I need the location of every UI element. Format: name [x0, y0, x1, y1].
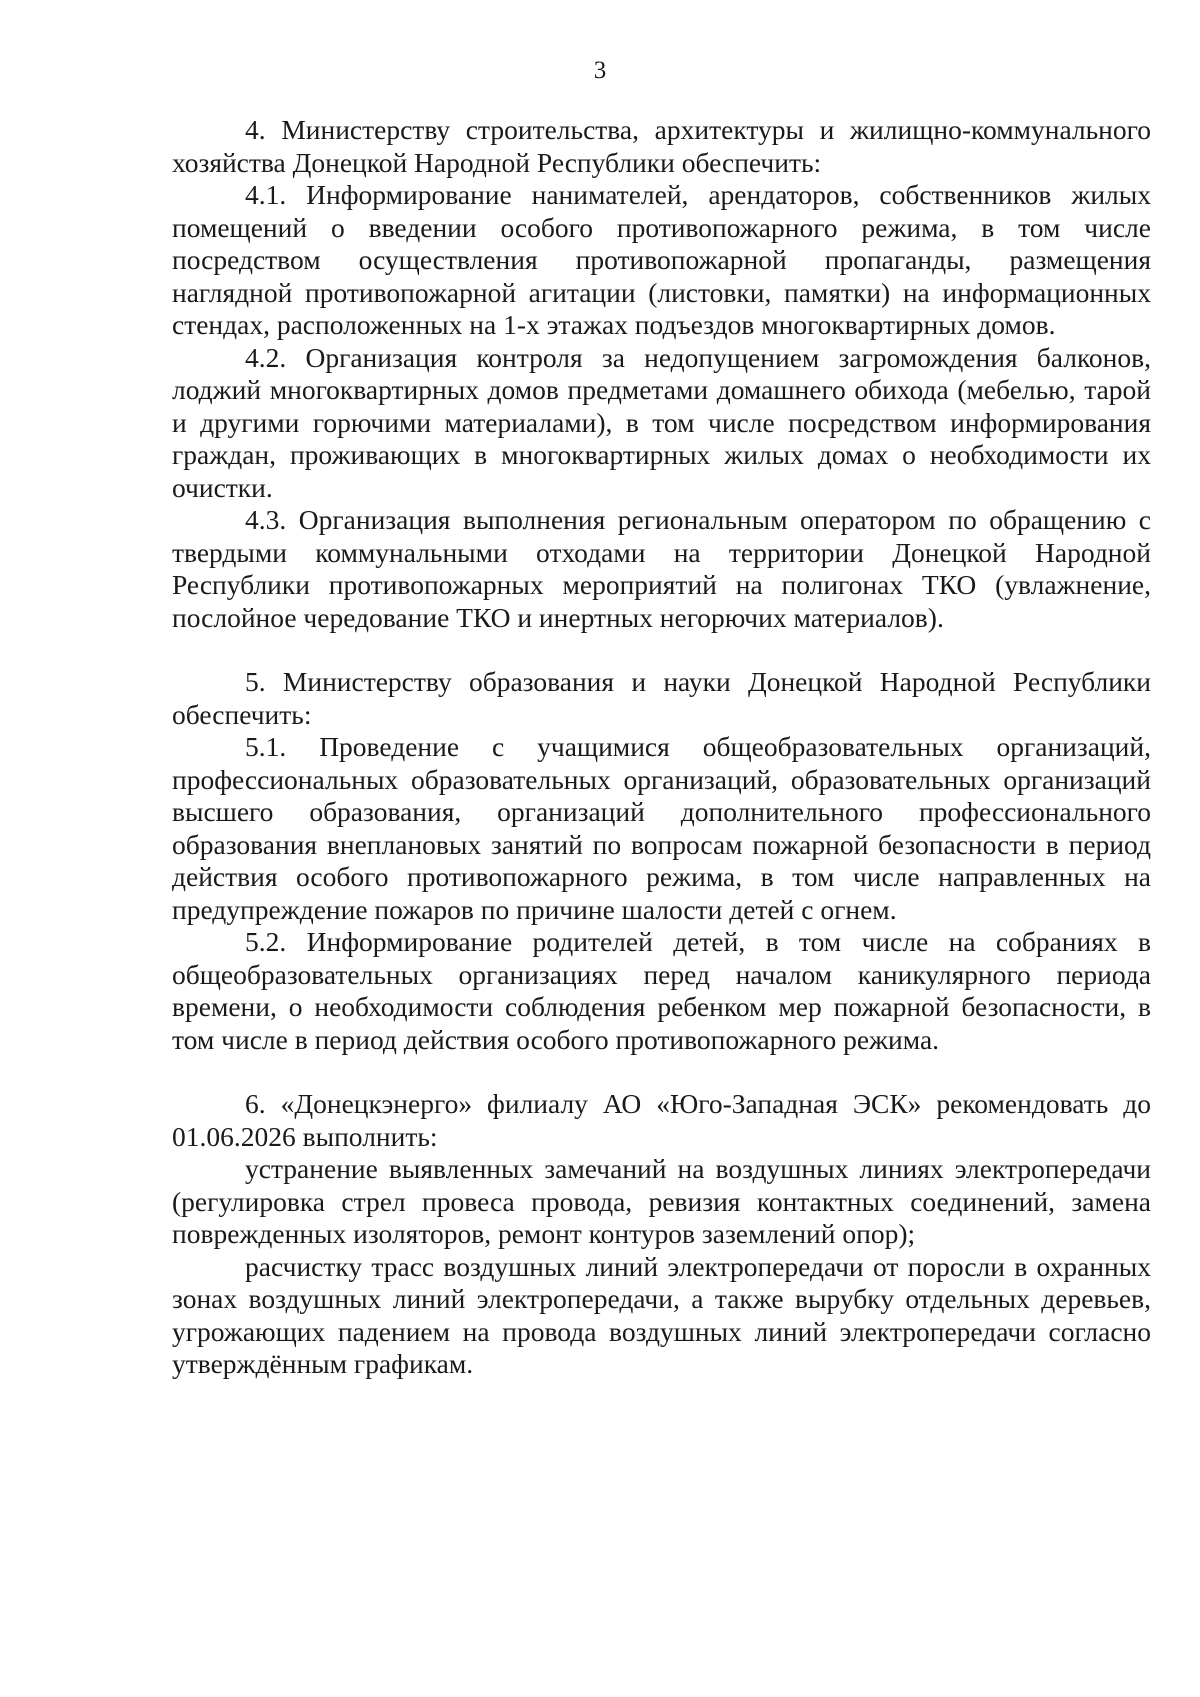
page-number: 3 [593, 57, 607, 84]
paragraph-4-3: 4.3. Организация выполнения региональным оператором по обращению с твердыми коммунальными отходами на территории Донецкой Народной Республики противопожарных мероприятий на полигонах ТКО (увлажнение, послойное чередование ТКО и инертных негорючих материалов). [172, 504, 1151, 633]
paragraph-6-item-2: расчистку трасс воздушных линий электропередачи от поросли в охранных зонах воздушных линий электропередачи, а также вырубку отдельных деревьев, угрожающих падением на провода воздушных линий электропередачи согласно утверждённым графикам. [172, 1250, 1151, 1379]
paragraph-6-item-1: устранение выявленных замечаний на воздушных линиях электропередачи (регулировка стрел провеса провода, ревизия контактных соединений, замена поврежденных изоляторов, ремонт контуров заземлений опор); [172, 1153, 1151, 1249]
paragraph-5-1: 5.1. Проведение с учащимися общеобразовательных организаций, профессиональных образовательных организаций, образовательных организаций высшего образования, организаций дополнительного профессионального образования внеплановых занятий по вопросам пожарной безопасности в период действия особого противопожарного режима, в том числе направленных на предупреждение пожаров по причине шалости детей с огнем. [172, 731, 1151, 925]
paragraph-6-intro: 6. «Донецкэнерго» филиалу АО «Юго-Западная ЭСК» рекомендовать до 01.06.2026 выполнить: [172, 1088, 1151, 1152]
paragraph-4-2: 4.2. Организация контроля за недопущением загромождения балконов, лоджий многоквартирных домов предметами домашнего обихода (мебелью, тарой и другими горючими материалами), в том числе посредством информирования граждан, проживающих в многоквартирных жилых домах о необходимости их очистки. [172, 341, 1151, 503]
document-body [172, 114, 1151, 1381]
section-spacer [172, 634, 1151, 666]
paragraph-4-intro: 4. Министерству строительства, архитектуры и жилищно-коммунального хозяйства Донецкой Народной Республики обеспечить: [172, 114, 1151, 178]
paragraph-5-intro: 5. Министерству образования и науки Донецкой Народной Республики обеспечить: [172, 666, 1151, 730]
paragraph-4-1: 4.1. Информирование нанимателей, арендаторов, собственников жилых помещений о введении особого противопожарного режима, в том числе посредством осуществления противопожарной пропаганды, размещения наглядной противопожарной агитации (листовки, памятки) на информационных стендах, расположенных на 1-х этажах подъездов многоквартирных домов. [172, 179, 1151, 340]
paragraph-5-2: 5.2. Информирование родителей детей, в том числе на собраниях в общеобразовательных организациях перед началом каникулярного периода времени, о необходимости соблюдения ребенком мер пожарной безопасности, в том числе в период действия особого противопожарного режима. [172, 926, 1151, 1055]
section-spacer [172, 1056, 1151, 1088]
